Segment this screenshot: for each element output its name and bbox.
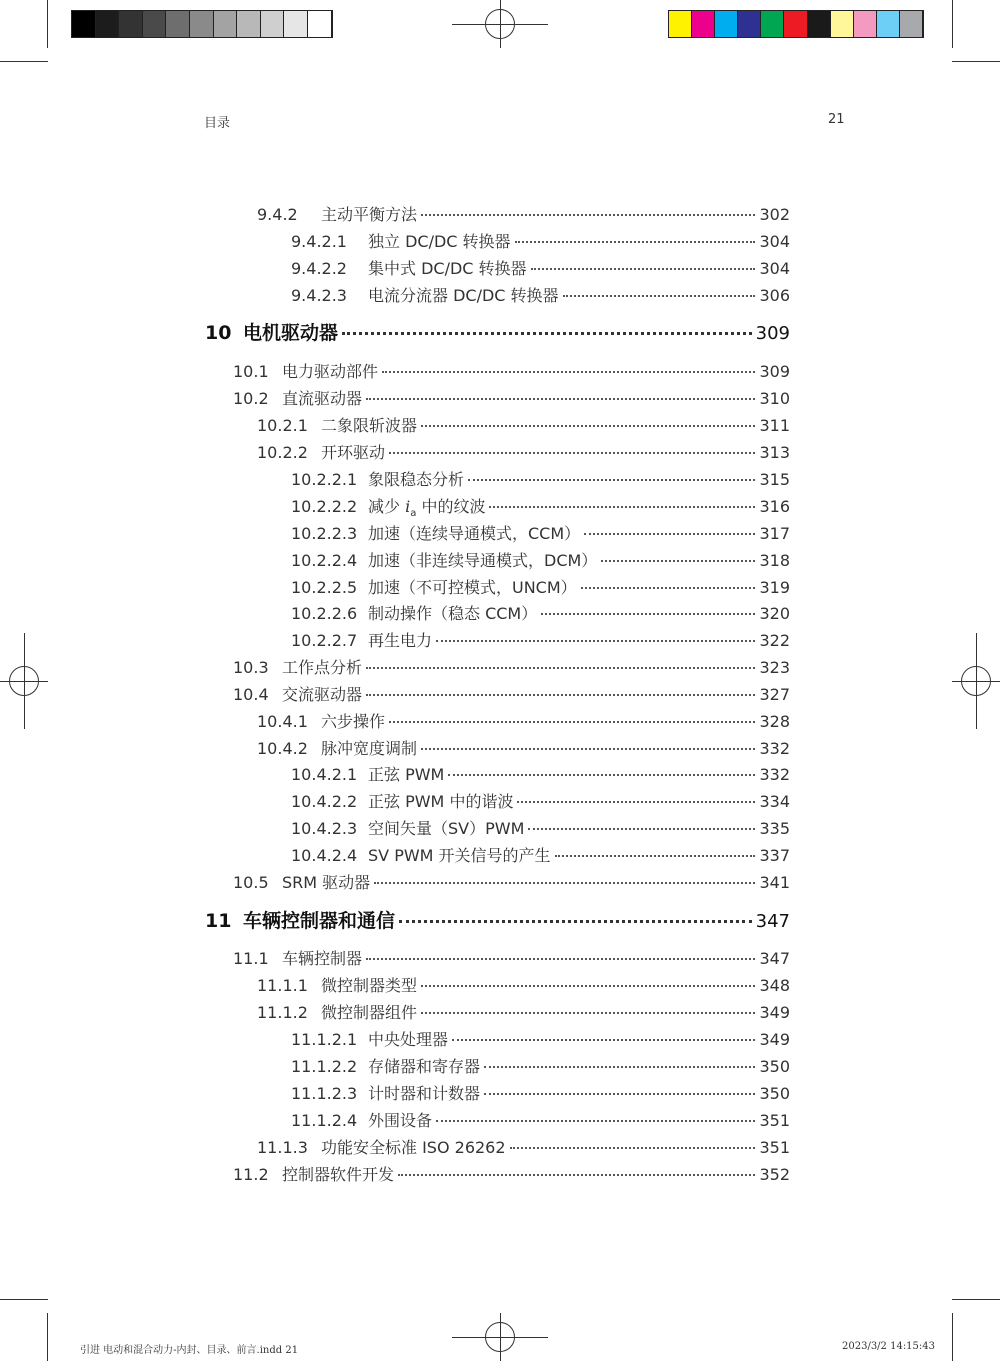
toc-title: 微控制器组件 bbox=[321, 1003, 418, 1022]
toc-number: 11.1.2.1 bbox=[291, 1030, 358, 1049]
toc-entry bbox=[233, 655, 790, 679]
toc-page-number: 337 bbox=[759, 846, 790, 865]
color-swatch bbox=[72, 11, 96, 37]
color-swatch bbox=[692, 11, 715, 37]
toc-entry bbox=[257, 440, 790, 464]
dot-leader bbox=[541, 613, 755, 615]
color-swatch bbox=[166, 11, 190, 37]
toc-number: 11.1.2 bbox=[257, 1003, 308, 1022]
toc-entry bbox=[291, 1081, 790, 1105]
dot-leader bbox=[389, 452, 755, 454]
toc-entry bbox=[291, 575, 790, 599]
toc-entry bbox=[291, 283, 790, 307]
toc-entry bbox=[291, 494, 790, 518]
toc-page-number: 350 bbox=[759, 1057, 790, 1076]
toc-number: 11.1.2.4 bbox=[291, 1111, 358, 1130]
toc-entry bbox=[233, 682, 790, 706]
toc-number: 10.2.2.7 bbox=[291, 631, 358, 650]
toc-entry bbox=[291, 762, 790, 786]
dot-leader bbox=[421, 425, 755, 427]
toc-page-number: 341 bbox=[759, 873, 790, 892]
toc-number: 11.1.2.2 bbox=[291, 1057, 358, 1076]
toc-number: 10.2.2 bbox=[257, 443, 308, 462]
dot-leader bbox=[436, 640, 755, 642]
dot-leader bbox=[436, 1120, 755, 1122]
toc-page-number: 317 bbox=[759, 524, 790, 543]
toc-number: 11 bbox=[205, 910, 232, 932]
toc-title: 计时器和计数器 bbox=[368, 1084, 481, 1103]
toc-entry bbox=[257, 1135, 790, 1159]
grayscale-color-bar bbox=[71, 10, 333, 38]
toc-number: 10.4.2.1 bbox=[291, 765, 358, 784]
toc-entry bbox=[291, 256, 790, 280]
dot-leader bbox=[421, 748, 755, 750]
dot-leader bbox=[563, 295, 756, 297]
dot-leader bbox=[382, 371, 755, 373]
toc-title: 正弦 PWM bbox=[368, 765, 445, 784]
toc-title: 主动平衡方法 bbox=[321, 205, 418, 224]
dot-leader bbox=[484, 1066, 755, 1068]
toc-title: 减少 $i_a$ 中的纹波 bbox=[368, 497, 486, 520]
toc-page-number: 335 bbox=[759, 819, 790, 838]
toc-page-number: 347 bbox=[759, 949, 790, 968]
toc-page-number: 328 bbox=[759, 712, 790, 731]
toc-entry bbox=[233, 870, 790, 894]
toc-number: 9.4.2.1 bbox=[291, 232, 347, 251]
toc-page-number: 319 bbox=[759, 578, 790, 597]
toc-number: 10.2 bbox=[233, 389, 269, 408]
toc-page-number: 309 bbox=[755, 323, 790, 344]
toc-title: 车辆控制器和通信 bbox=[243, 910, 396, 932]
dot-leader bbox=[366, 398, 755, 400]
toc-page-number: 352 bbox=[759, 1165, 790, 1184]
dot-leader bbox=[452, 1039, 755, 1041]
toc-number: 11.2 bbox=[233, 1165, 269, 1184]
toc-title: SV PWM 开关信号的产生 bbox=[368, 846, 551, 865]
toc-number: 10.4.2.3 bbox=[291, 819, 358, 838]
toc-number: 11.1 bbox=[233, 949, 269, 968]
toc-entry bbox=[291, 229, 790, 253]
toc-page-number: 332 bbox=[759, 739, 790, 758]
toc-number: 10.2.2.4 bbox=[291, 551, 358, 570]
toc-entry bbox=[291, 548, 790, 572]
color-swatch bbox=[143, 11, 167, 37]
toc-page-number: 323 bbox=[759, 658, 790, 677]
toc-title: 加速（非连续导通模式，DCM） bbox=[368, 551, 598, 570]
toc-title: 直流驱动器 bbox=[282, 389, 363, 408]
toc-entry bbox=[257, 1000, 790, 1024]
dot-leader bbox=[398, 1174, 755, 1176]
color-swatch bbox=[261, 11, 285, 37]
toc-number: 10.2.2.5 bbox=[291, 578, 358, 597]
toc-entry bbox=[233, 359, 790, 383]
dot-leader bbox=[584, 533, 755, 535]
toc-entry bbox=[233, 946, 790, 970]
color-swatch bbox=[900, 11, 923, 37]
toc-number: 9.4.2.3 bbox=[291, 286, 347, 305]
toc-entry bbox=[257, 202, 790, 226]
crop-mark bbox=[952, 1299, 1000, 1300]
toc-page-number: 320 bbox=[759, 604, 790, 623]
toc-title: 交流驱动器 bbox=[282, 685, 363, 704]
crop-mark bbox=[47, 1313, 48, 1361]
toc-title: 控制器软件开发 bbox=[282, 1165, 395, 1184]
toc-number: 11.1.1 bbox=[257, 976, 308, 995]
crop-mark bbox=[952, 0, 953, 48]
toc-title: 加速（连续导通模式，CCM） bbox=[368, 524, 581, 543]
page-number: 21 bbox=[828, 112, 845, 127]
toc-number: 9.4.2 bbox=[257, 205, 298, 224]
toc-entry bbox=[257, 973, 790, 997]
dot-leader bbox=[515, 241, 756, 243]
toc-page-number: 309 bbox=[759, 362, 790, 381]
dot-leader bbox=[366, 958, 755, 960]
footer-file-name: 引进 电动和混合动力-内封、目录、前言.indd 21 bbox=[80, 1345, 299, 1356]
color-swatch bbox=[854, 11, 877, 37]
toc-entry bbox=[291, 1108, 790, 1132]
toc-page-number: 327 bbox=[759, 685, 790, 704]
toc-page-number: 349 bbox=[759, 1030, 790, 1049]
dot-leader bbox=[421, 1012, 755, 1014]
color-swatch bbox=[738, 11, 761, 37]
toc-page-number: 349 bbox=[759, 1003, 790, 1022]
toc-page-number: 304 bbox=[759, 232, 790, 251]
color-swatch bbox=[715, 11, 738, 37]
toc-entry bbox=[291, 843, 790, 867]
color-swatch bbox=[237, 11, 261, 37]
color-swatch bbox=[831, 11, 854, 37]
toc-title: SRM 驱动器 bbox=[282, 873, 371, 892]
toc-number: 10 bbox=[205, 322, 232, 344]
dot-leader bbox=[366, 667, 755, 669]
toc-title: 独立 DC/DC 转换器 bbox=[368, 232, 511, 251]
toc-entry bbox=[291, 628, 790, 652]
toc-number: 10.4 bbox=[233, 685, 269, 704]
toc-title: 六步操作 bbox=[321, 712, 386, 731]
toc-page-number: 318 bbox=[759, 551, 790, 570]
color-swatch bbox=[669, 11, 692, 37]
color-swatch bbox=[214, 11, 238, 37]
toc-entry bbox=[291, 1027, 790, 1051]
toc-page-number: 332 bbox=[759, 765, 790, 784]
toc-page-number: 334 bbox=[759, 792, 790, 811]
toc-number: 10.4.2.4 bbox=[291, 846, 358, 865]
toc-number: 9.4.2.2 bbox=[291, 259, 347, 278]
color-swatch bbox=[784, 11, 807, 37]
toc-page-number: 316 bbox=[759, 497, 790, 516]
toc-title: 电机驱动器 bbox=[243, 322, 339, 344]
toc-title: 加速（不可控模式，UNCM） bbox=[368, 578, 577, 597]
color-swatch bbox=[877, 11, 900, 37]
toc-page-number: 304 bbox=[759, 259, 790, 278]
toc-entry bbox=[291, 1054, 790, 1078]
toc-title: 中央处理器 bbox=[368, 1030, 449, 1049]
process-color-bar bbox=[668, 10, 924, 38]
dot-leader bbox=[374, 882, 755, 884]
running-head-section: 目录 bbox=[204, 116, 231, 131]
toc-number: 10.5 bbox=[233, 873, 269, 892]
toc-entry bbox=[257, 709, 790, 733]
toc-entry bbox=[233, 386, 790, 410]
toc-page-number: 347 bbox=[755, 911, 790, 932]
toc-title: 再生电力 bbox=[368, 631, 433, 650]
toc-chapter bbox=[205, 906, 790, 936]
toc-title: 二象限斩波器 bbox=[321, 416, 418, 435]
toc-title: 外围设备 bbox=[368, 1111, 433, 1130]
crop-mark bbox=[47, 0, 48, 48]
toc-number: 10.2.2.2 bbox=[291, 497, 358, 516]
toc-page-number: 302 bbox=[759, 205, 790, 224]
dot-leader bbox=[601, 560, 755, 562]
toc-page-number: 348 bbox=[759, 976, 790, 995]
dot-leader bbox=[489, 506, 755, 508]
toc-number: 11.1.2.3 bbox=[291, 1084, 358, 1103]
toc-title: 车辆控制器 bbox=[282, 949, 363, 968]
crop-mark bbox=[0, 61, 48, 62]
toc-title: 脉冲宽度调制 bbox=[321, 739, 418, 758]
toc-entry bbox=[291, 467, 790, 491]
toc-number: 10.2.2.6 bbox=[291, 604, 358, 623]
dot-leader bbox=[528, 828, 755, 830]
toc-title: 制动操作（稳态 CCM） bbox=[368, 604, 538, 623]
toc-page-number: 315 bbox=[759, 470, 790, 489]
toc-entry bbox=[257, 413, 790, 437]
crop-mark bbox=[952, 61, 1000, 62]
toc-page-number: 351 bbox=[759, 1111, 790, 1130]
color-swatch bbox=[119, 11, 143, 37]
dot-leader bbox=[342, 332, 752, 335]
dot-leader bbox=[484, 1093, 755, 1095]
toc-number: 10.4.2.2 bbox=[291, 792, 358, 811]
toc-page-number: 322 bbox=[759, 631, 790, 650]
toc-entry bbox=[291, 789, 790, 813]
toc-number: 10.4.2 bbox=[257, 739, 308, 758]
color-swatch bbox=[96, 11, 120, 37]
color-swatch bbox=[761, 11, 784, 37]
dot-leader bbox=[421, 214, 755, 216]
toc-title: 象限稳态分析 bbox=[368, 470, 465, 489]
toc-page-number: 351 bbox=[759, 1138, 790, 1157]
toc-title: 开环驱动 bbox=[321, 443, 386, 462]
toc-entry bbox=[291, 521, 790, 545]
dot-leader bbox=[517, 801, 755, 803]
toc-title: 正弦 PWM 中的谐波 bbox=[368, 792, 514, 811]
dot-leader bbox=[531, 268, 756, 270]
dot-leader bbox=[389, 721, 755, 723]
dot-leader bbox=[448, 774, 755, 776]
toc-number: 10.2.2.1 bbox=[291, 470, 358, 489]
dot-leader bbox=[581, 587, 756, 589]
color-swatch bbox=[308, 11, 332, 37]
toc-page-number: 310 bbox=[759, 389, 790, 408]
toc-entry bbox=[257, 736, 790, 760]
toc-number: 11.1.3 bbox=[257, 1138, 308, 1157]
toc-entry bbox=[291, 816, 790, 840]
toc-page-number: 306 bbox=[759, 286, 790, 305]
toc-title: 空间矢量（SV）PWM bbox=[368, 819, 525, 838]
toc-number: 10.3 bbox=[233, 658, 269, 677]
color-swatch bbox=[190, 11, 214, 37]
toc-title: 微控制器类型 bbox=[321, 976, 418, 995]
toc-title: 电流分流器 DC/DC 转换器 bbox=[368, 286, 559, 305]
toc-number: 10.2.2.3 bbox=[291, 524, 358, 543]
toc-number: 10.4.1 bbox=[257, 712, 308, 731]
toc-title: 工作点分析 bbox=[282, 658, 363, 677]
toc-page-number: 313 bbox=[759, 443, 790, 462]
dot-leader bbox=[510, 1147, 756, 1149]
toc-page-number: 350 bbox=[759, 1084, 790, 1103]
toc-title: 功能安全标准 ISO 26262 bbox=[321, 1138, 506, 1157]
crop-mark bbox=[0, 1299, 48, 1300]
toc-entry bbox=[291, 601, 790, 625]
toc-page-number: 311 bbox=[759, 416, 790, 435]
color-swatch bbox=[284, 11, 308, 37]
dot-leader bbox=[399, 920, 752, 923]
dot-leader bbox=[555, 855, 756, 857]
toc-chapter bbox=[205, 318, 790, 348]
crop-mark bbox=[952, 1313, 953, 1361]
toc-title: 集中式 DC/DC 转换器 bbox=[368, 259, 527, 278]
color-swatch bbox=[808, 11, 831, 37]
toc-number: 10.2.1 bbox=[257, 416, 308, 435]
toc-entry bbox=[233, 1162, 790, 1186]
footer-timestamp: 2023/3/2 14:15:43 bbox=[842, 1341, 936, 1352]
toc-number: 10.1 bbox=[233, 362, 269, 381]
dot-leader bbox=[468, 479, 755, 481]
toc-title: 存储器和寄存器 bbox=[368, 1057, 481, 1076]
dot-leader bbox=[421, 985, 755, 987]
toc-title: 电力驱动部件 bbox=[282, 362, 379, 381]
dot-leader bbox=[366, 694, 755, 696]
